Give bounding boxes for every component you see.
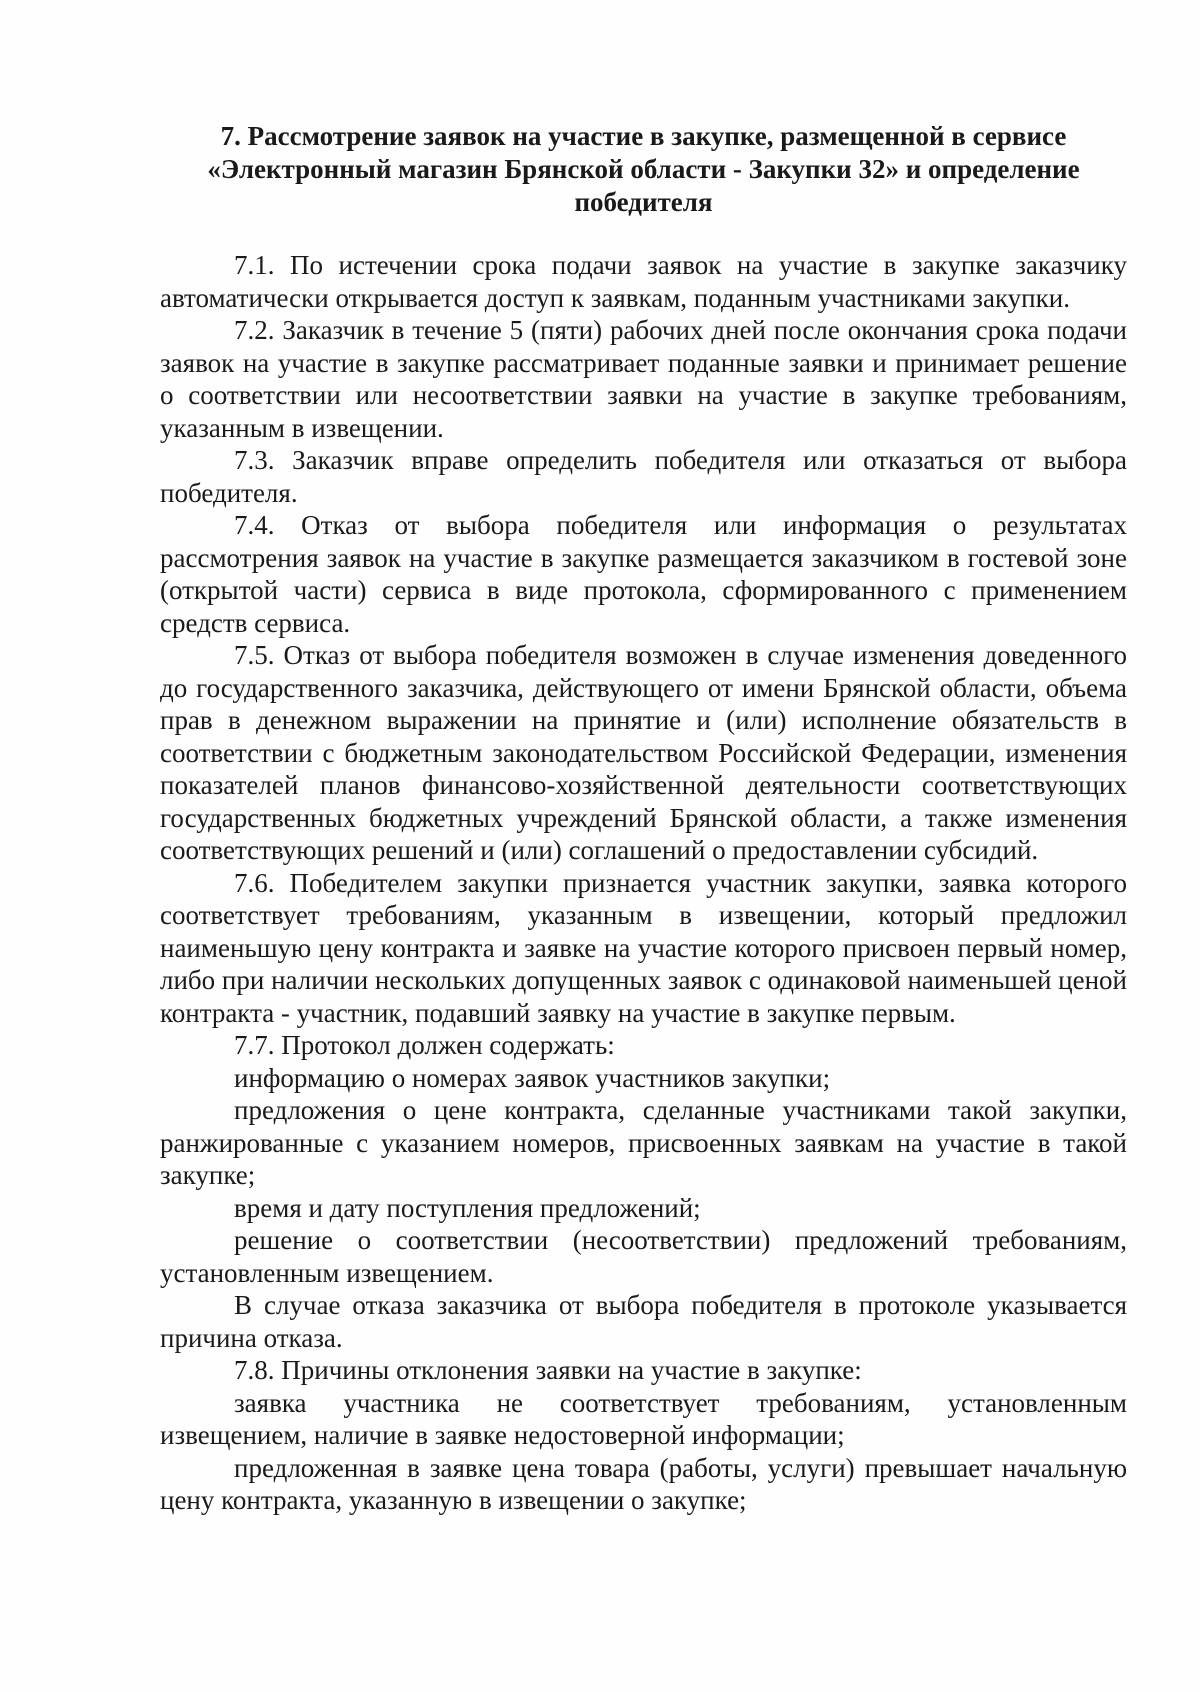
heading-line: 7. Рассмотрение заявок на участие в закупке, размещенной в сервисе xyxy=(220,121,1067,151)
list-item: заявка участника не соответствует требованиям, установленным извещением, наличие в заявке недостоверной информации; xyxy=(160,1387,1127,1450)
clause-7-1: 7.1. По истечении срока подачи заявок на участие в закупке заказчику автоматически открывается доступ к заявкам, поданным участниками закупки. xyxy=(160,250,1127,313)
heading-line: «Электронный магазин Брянской области - Закупки 32» и определение xyxy=(207,154,1080,184)
clause-7-8: 7.8. Причины отклонения заявки на участие в закупке: xyxy=(234,1355,862,1385)
clause-7-2: 7.2. Заказчик в течение 5 (пяти) рабочих дней после окончания срока подачи заявок на участие в закупке рассматривает поданные заявки и принимает решение о соответствии или несоответствии заявки на участие в закупке требованиям, указанным в извещении. xyxy=(160,315,1127,443)
clause-7-4: 7.4. Отказ от выбора победителя или информация о результатах рассмотрения заявок на участие в закупке размещается заказчиком в гостевой зоне (открытой части) сервиса в виде протокола, сформированного с применением средств сервиса. xyxy=(160,510,1127,638)
clause-7-3: 7.3. Заказчик вправе определить победителя или отказаться от выбора победителя. xyxy=(160,445,1127,508)
clause-7-5: 7.5. Отказ от выбора победителя возможен в случае изменения доведенного до государственного заказчика, действующего от имени Брянской области, объема прав в денежном выражении на принятие и (или) исполнение обязательств в соответствии с бюджетным законодательством Российской Федерации, изменения показателей планов финансово-хозяйственной деятельности соответствующих государственных бюджетных учреждений Брянской области, а также изменения соответствующих решений и (или) соглашений о предоставлении субсидий. xyxy=(160,640,1127,865)
clause-7-7: 7.7. Протокол должен содержать: xyxy=(234,1030,615,1060)
section-heading xyxy=(170,120,1117,219)
list-item: время и дату поступления предложений; xyxy=(234,1192,701,1223)
list-item: предложенная в заявке цена товара (работы, услуги) превышает начальную цену контракта, указанную в извещении о закупке; xyxy=(160,1452,1127,1515)
list-item: предложения о цене контракта, сделанные участниками такой закупки, ранжированные с указанием номеров, присвоенных заявкам на участие в такой закупке; xyxy=(160,1095,1127,1190)
heading-line: победителя xyxy=(574,187,713,217)
list-item: информацию о номерах заявок участников закупки; xyxy=(234,1062,831,1093)
clause-7-6: 7.6. Победителем закупки признается участник закупки, заявка которого соответствует требованиям, указанным в извещении, который предложил наименьшую цену контракта и заявке на участие которого присвоен первый номер, либо при наличии нескольких допущенных заявок с одинаковой наименьшей ценой контракта - участник, подавший заявку на участие в закупке первым. xyxy=(160,867,1127,1028)
refusal-note: В случае отказа заказчика от выбора победителя в протоколе указывается причина отказа. xyxy=(160,1290,1127,1353)
document-body xyxy=(160,120,1127,1517)
list-item: решение о соответствии (несоответствии) предложений требованиям, установленным извещением. xyxy=(160,1225,1127,1288)
